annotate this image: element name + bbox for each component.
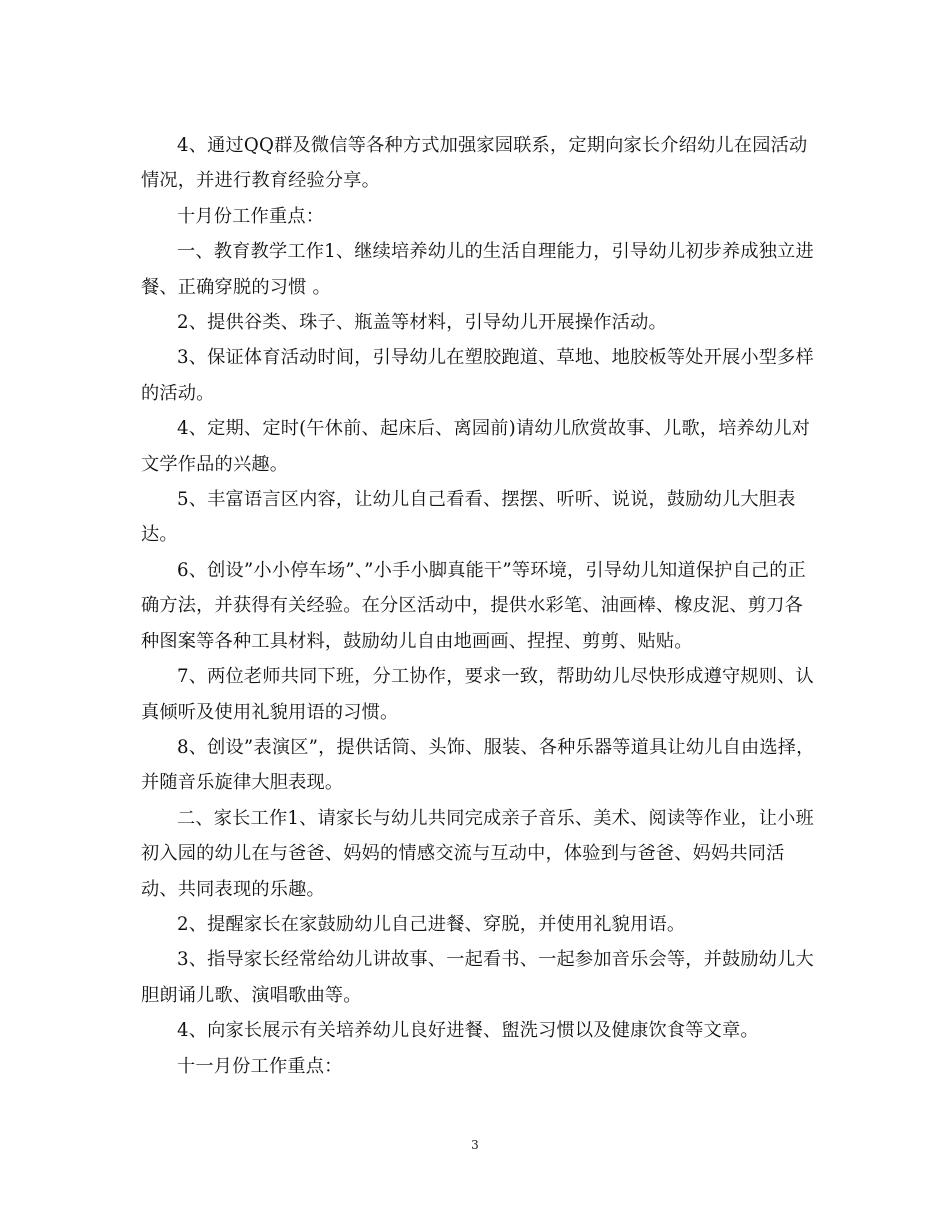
paragraph: 5、丰富语言区内容，让幼儿自己看看、摆摆、听听、说说，鼓励幼儿大胆表达。 bbox=[141, 489, 796, 546]
paragraph: 2、提醒家长在家鼓励幼儿自己进餐、穿脱，并使用礼貌用语。 bbox=[177, 913, 686, 935]
paragraph: 3、保证体育活动时间，引导幼儿在塑胶跑道、草地、地胶板等处开展小型多样的活动。 bbox=[141, 347, 814, 404]
paragraph: 8、创设”表演区”，提供话筒、头饰、服装、各种乐器等道具让幼儿自由选择，并随音乐旋律大胆表现。 bbox=[141, 736, 815, 794]
section-heading-october: 十月份工作重点： bbox=[177, 205, 325, 227]
paragraph: 4、通过QQ群及微信等各种方式加强家园联系，定期向家长介绍幼儿在园活动情况，并进行教育经验分享。 bbox=[141, 135, 808, 192]
paragraph: 二、家长工作1、请家长与幼儿共同完成亲子音乐、美术、阅读等作业，让小班初入园的幼儿在与爸爸、妈妈的情感交流与互动中，体验到与爸爸、妈妈共同活动、共同表现的乐趣。 bbox=[141, 807, 814, 900]
document-body bbox=[141, 128, 816, 1084]
paragraph: 4、定期、定时(午休前、起床后、离园前)请幼儿欣赏故事、儿歌，培养幼儿对文学作品的兴趣。 bbox=[141, 418, 811, 475]
paragraph: 4、向家长展示有关培养幼儿良好进餐、盥洗习惯以及健康饮食等文章。 bbox=[177, 1020, 759, 1042]
paragraph: 2、提供谷类、珠子、瓶盖等材料，引导幼儿开展操作活动。 bbox=[177, 312, 667, 334]
paragraph: 6、创设”小小停车场”、”小手小脚真能干”等环境，引导幼儿知道保护自己的正确方法，并获得有关经验。在分区活动中，提供水彩笔、油画棒、橡皮泥、剪刀各种图案等各种工具材料，鼓励幼儿自由地画画、捏捏、剪剪、贴贴。 bbox=[141, 559, 807, 652]
section-heading-november: 十一月份工作重点： bbox=[177, 1055, 343, 1077]
paragraph: 3、指导家长经常给幼儿讲故事、一起看书、一起参加音乐会等，并鼓励幼儿大胆朗诵儿歌、演唱歌曲等。 bbox=[141, 949, 814, 1006]
paragraph: 7、两位老师共同下班，分工协作，要求一致，帮助幼儿尽快形成遵守规则、认真倾听及使用礼貌用语的习惯。 bbox=[141, 666, 814, 723]
paragraph: 一、教育教学工作1、继续培养幼儿的生活自理能力，引导幼儿初步养成独立进餐、正确穿脱的习惯 。 bbox=[141, 241, 814, 298]
page-number: 3 bbox=[471, 1138, 479, 1152]
